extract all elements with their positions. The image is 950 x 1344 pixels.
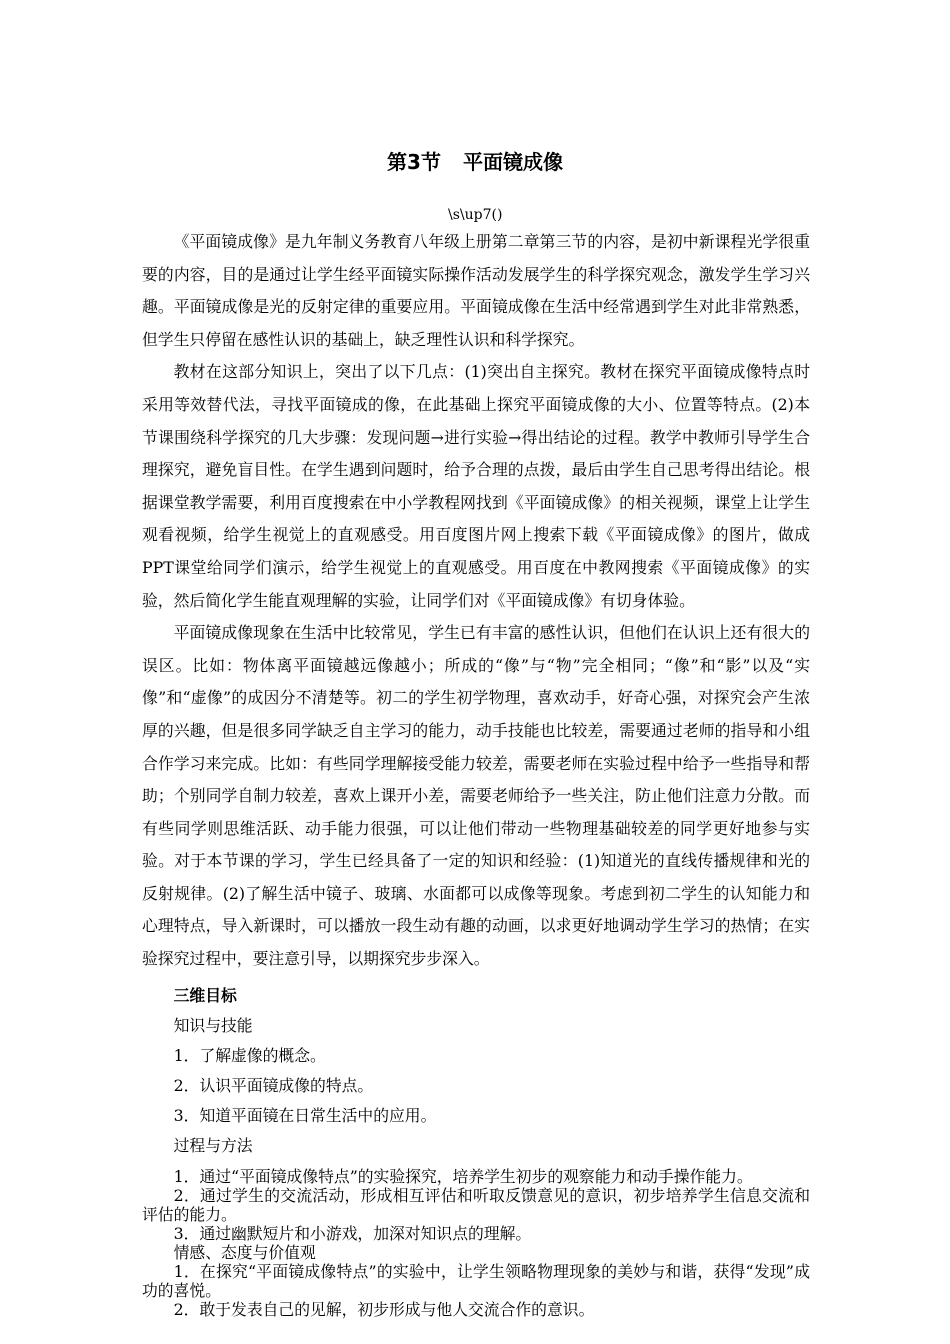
knowledge-item: 1．了解虚像的概念。 [173, 1045, 326, 1065]
section-title: 平面镜成像 [462, 150, 563, 174]
process-item: 2．通过学生的交流活动，形成相互评估和听取反馈意见的意识，初步培养学生信息交流和评估的能力。 [142, 1185, 810, 1224]
goals-heading: 三维目标 [173, 985, 237, 1005]
section-number: 第3节 [387, 150, 441, 174]
attitude-item: 1．在探究“平面镜成像特点”的实验中，让学生领略物理现象的美妙与和谐，获得“发现”成功的喜悦。 [142, 1261, 810, 1300]
page-title [0, 146, 950, 175]
knowledge-item: 3．知道平面镜在日常生活中的应用。 [173, 1105, 437, 1125]
field-code-text: \s\up7() [448, 207, 503, 223]
attitude-item: 2．敢于发表自己的见解，初步形成与他人交流合作的意识。 [173, 1299, 595, 1319]
knowledge-item: 2．认识平面镜成像的特点。 [173, 1075, 374, 1095]
paragraph-textbook: 教材在这部分知识上，突出了以下几点：(1)突出自主探究。教材在探究平面镜成像特点时采用等效替代法，寻找平面镜成的像，在此基础上探究平面镜成像的大小、位置等特点。(2)本节课围绕科学探究的几大步骤：发现问题→进行实验→得出结论的过程。教学中教师引导学生合理探究，避免盲目性。在学生遇到问题时，给予合理的点拨，最后由学生自己思考得出结论。根据课堂教学需要，利用百度搜索在中小学教程网找到《平面镜成像》的相关视频，课堂上让学生观看视频，给学生视觉上的直观感受。用百度图片网上搜索下载《平面镜成像》的图片，做成PPT课堂给同学们演示，给学生视觉上的直观感受。用百度在中教网搜索《平面镜成像》的实验，然后简化学生能直观理解的实验，让同学们对《平面镜成像》有切身体验。 [142, 362, 810, 610]
knowledge-heading: 知识与技能 [173, 1015, 253, 1035]
process-item: 1．通过“平面镜成像特点”的实验探究，培养学生初步的观察能力和动手操作能力。 [173, 1166, 753, 1186]
paragraph-students: 平面镜成像现象在生活中比较常见，学生已有丰富的感性认识，但他们在认识上还有很大的误区。比如：物体离平面镜越远像越小；所成的“像”与“物”完全相同；“像”和“影”以及“实像”和“虚像”的成因分不清楚等。初二的学生初学物理，喜欢动手，好奇心强，对探究会产生浓厚的兴趣，但是很多同学缺乏自主学习的能力，动手技能也比较差，需要通过老师的指导和小组合作学习来完成。比如：有些同学理解接受能力较差，需要老师在实验过程中给予一些指导和帮助；个别同学自制力较差，喜欢上课开小差，需要老师给予一些关注，防止他们注意力分散。而有些同学则思维活跃、动手能力很强，可以让他们带动一些物理基础较差的同学更好地参与实验。对于本节课的学习，学生已经具备了一定的知识和经验：(1)知道光的直线传播规律和光的反射规律。(2)了解生活中镜子、玻璃、水面都可以成像等现象。考虑到初二学生的认知能力和心理特点，导入新课时，可以播放一段生动有趣的动画，以求更好地调动学生学习的热情；在实验探究过程中，要注意引导，以期探究步步深入。 [142, 623, 810, 969]
process-item: 3．通过幽默短片和小游戏，加深对知识点的理解。 [173, 1223, 532, 1243]
paragraph-intro: 《平面镜成像》是九年制义务教育八年级上册第二章第三节的内容，是初中新课程光学很重要的内容，目的是通过让学生经平面镜实际操作活动发展学生的科学探究观念，激发学生学习兴趣。平面镜成像是光的反射定律的重要应用。平面镜成像在生活中经常遇到学生对此非常熟悉，但学生只停留在感性认识的基础上，缺乏理性认识和科学探究。 [142, 232, 810, 349]
document-body [142, 226, 810, 1319]
attitude-heading: 情感、态度与价值观 [173, 1242, 316, 1262]
process-heading: 过程与方法 [173, 1135, 253, 1155]
